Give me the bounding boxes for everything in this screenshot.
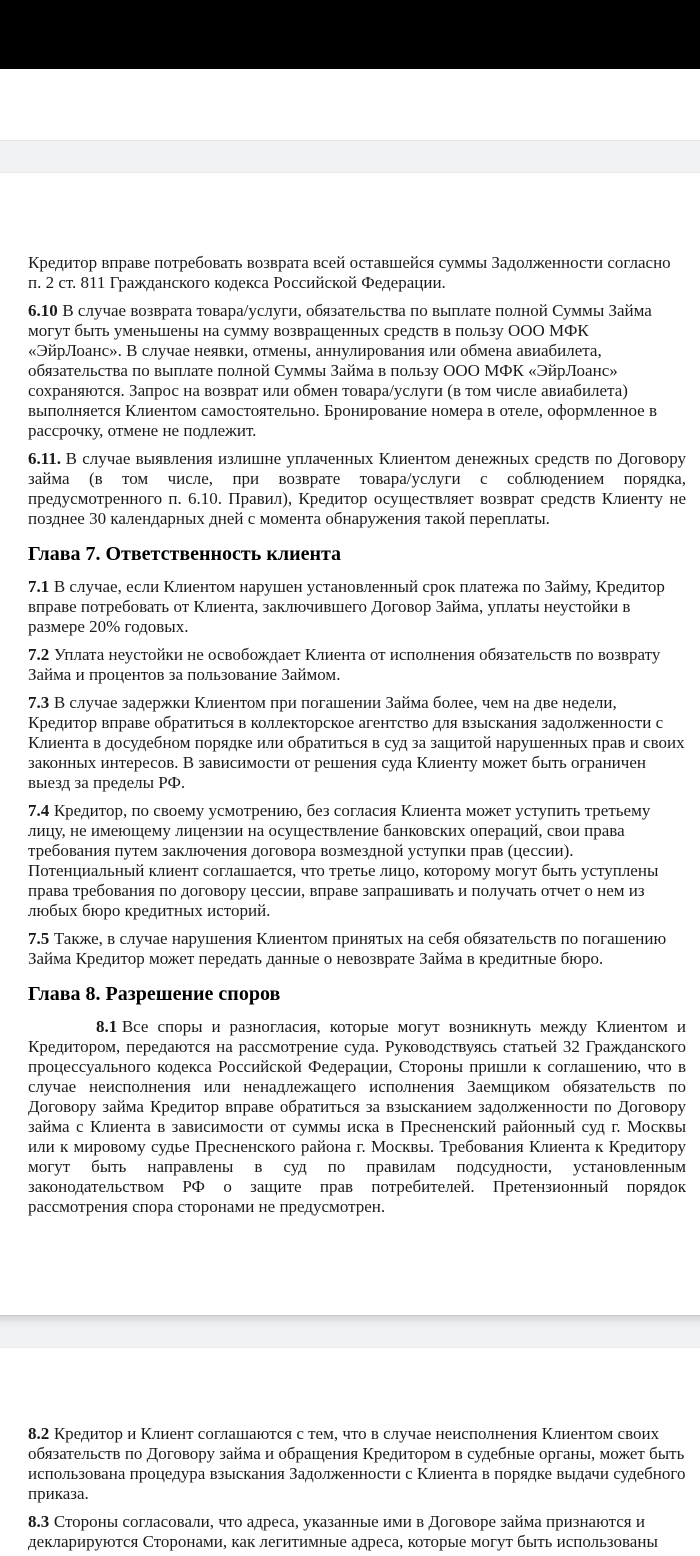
paragraph-7-5 [28,929,686,969]
page-previous-bottom [0,69,700,140]
paragraph-text: В случае, если Клиентом нарушен установленный срок платежа по Займу, Кредитор вправе потребовать от Клиента, заключившего Договор Займа, уплаты неустойки в размере 20% годовых. [28,577,665,636]
clause-number: 7.3 [28,693,50,712]
paragraph-7-2 [28,645,686,685]
clause-number: 6.11. [28,449,62,468]
paragraph-8-2 [28,1424,686,1504]
paragraph-text: Кредитор вправе потребовать возврата всей оставшейся суммы Задолженности согласно п. 2 ст. 811 Гражданского кодекса Российской Федерации. [28,253,671,292]
document-scroll-area[interactable] [0,69,700,1555]
paragraph-text: В случае задержки Клиентом при погашении Займа более, чем на две недели, Кредитор вправе обратиться в коллекторское агентство для взыскания задолженности с Клиента в досудебном порядке или обратиться в суд за защитой нарушенных прав и своих законных интересов. В зависимости от решения суда Клиенту может быть ограничен выезд за пределы РФ. [28,693,685,792]
paragraph-text: В случае возврата товара/услуги, обязательства по выплате полной Суммы Займа могут быть уменьшены на сумму возвращенных средств в пользу ООО МФК «ЭйрЛоанс». В случае неявки, отмены, аннулирования или обмена авиабилета, обязательства по выплате полной Суммы Займа в пользу ООО МФК «ЭйрЛоанс» сохраняются. Запрос на возврат или обмен товара/услуги (в том числе авиабилета) выполняется Клиентом самостоятельно. Бронирование номера в отеле, оформленное в рассрочку, отмене не подлежит. [28,301,657,440]
clause-number: 8.2 [28,1424,50,1443]
page-next-top [0,1348,700,1555]
heading-chapter-8: Глава 8. Разрешение споров [28,983,281,1005]
clause-number: 7.5 [28,929,50,948]
paragraph-text: Стороны согласовали, что адреса, указанные ими в Договоре займа признаются и декларируются Сторонами, как легитимные адреса, которые могут быть использованы [28,1512,658,1551]
page-main [0,173,700,1315]
paragraph-text: В случае выявления излишне уплаченных Клиентом денежных средств по Договору займа (в том числе, при возврате товара/услуги с соблюдением порядка, предусмотренного п. 6.10. Правил), Кредитор осуществляет возврат средств Клиенту не позднее 30 календарных дней с момента обнаружения такой переплаты. [28,449,686,528]
paragraph-6-11 [28,449,686,529]
page-separator-top [0,140,700,173]
paragraph-text: Кредитор и Клиент соглашаются с тем, что в случае неисполнения Клиентом своих обязательств по Договору займа и обращения Кредитором в судебные органы, может быть использована процедура взыскания Задолженности с Клиента в порядке выдачи судебного приказа. [28,1424,686,1503]
clause-number: 7.2 [28,645,50,664]
paragraph-6-10 [28,301,686,441]
clause-number: 8.3 [28,1512,50,1531]
clause-number: 7.4 [28,801,50,820]
paragraph-7-1 [28,577,686,637]
clause-number: 7.1 [28,577,50,596]
clause-number: 6.10 [28,301,58,320]
paragraph-7-3 [28,693,686,793]
heading-chapter-7: Глава 7. Ответственность клиента [28,543,342,565]
paragraph-text: Уплата неустойки не освобождает Клиента от исполнения обязательств по возврату Займа и процентов за пользование Займом. [28,645,661,684]
clause-number: 8.1 [96,1017,118,1036]
paragraph-text: Также, в случае нарушения Клиентом принятых на себя обязательств по погашению Займа Кредитор может передать данные о невозврате Займа в кредитные бюро. [28,929,667,968]
status-bar [0,0,700,69]
paragraph-8-3 [28,1512,686,1552]
page-separator-bottom [0,1315,700,1348]
paragraph-text: Кредитор, по своему усмотрению, без согласия Клиента может уступить третьему лицу, не имеющему лицензии на осуществление банковских операций, свои права требования путем заключения договора возмездной уступки прав (цессии). Потенциальный клиент соглашается, что третье лицо, которому могут быть уступлены права требования по договору цессии, вправе запрашивать и получать отчет о нем из любых бюро кредитных историй. [28,801,659,920]
paragraph-8-1 [28,1017,686,1217]
paragraph-7-4 [28,801,686,921]
paragraph-continuation [28,253,686,293]
paragraph-text: Все споры и разногласия, которые могут возникнуть между Клиентом и Кредитором, передаются на рассмотрение суда. Руководствуясь статьей 32 Гражданского процессуального кодекса Российской Федерации, Стороны пришли к соглашению, что в случае неисполнения или ненадлежащего исполнения Заемщиком обязательств по Договору займа Кредитор вправе обратиться за взысканием задолженности по Договору займа с Клиента в зависимости от суммы иска в Пресненский районный суд г. Москвы или к мировому судье Пресненского района г. Москвы. Требования Клиента к Кредитору могут быть направлены в суд по правилам подсудности, установленным законодательством РФ о защите прав потребителей. Претензионный порядок рассмотрения спора сторонами не предусмотрен. [28,1017,686,1216]
